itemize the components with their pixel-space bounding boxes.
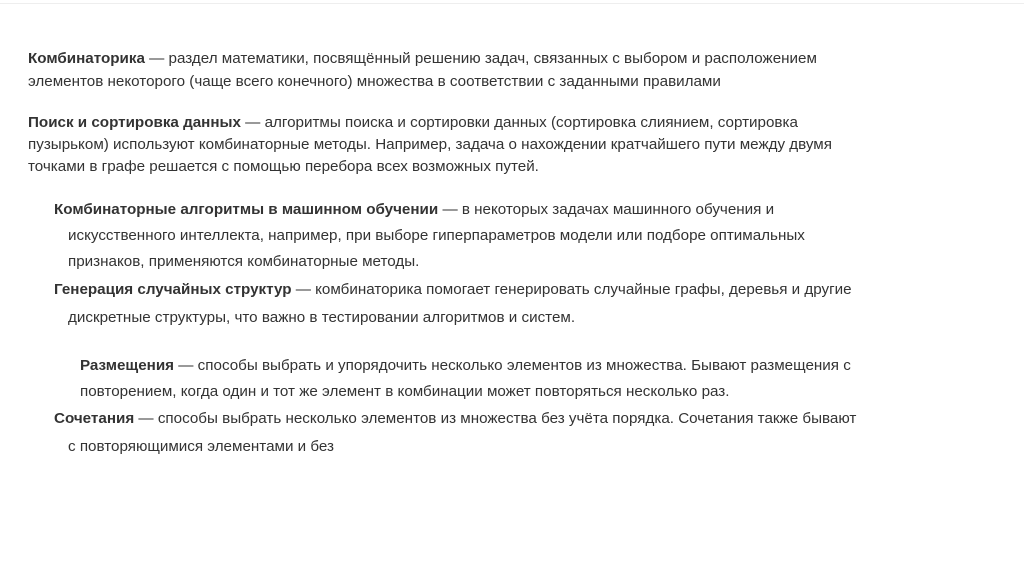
term-random-structures: Генерация случайных структур — [54, 281, 292, 298]
paragraph-line — [28, 112, 832, 134]
term-combinations: Сочетания — [54, 410, 135, 427]
paragraph-line: элементов некоторого (чаще всего конечного) множества в соответствии с заданными правилами — [28, 73, 721, 90]
paragraph-line: признаков, применяются комбинаторные методы. — [68, 253, 420, 270]
paragraph-ml-algorithms — [54, 197, 805, 275]
paragraph-text: — комбинаторика помогает генерировать случайные графы, деревья и другие — [291, 281, 852, 298]
term-arrangements: Размещения — [80, 357, 175, 374]
paragraph-line: повторением, когда один и тот же элемент в комбинации может повторяться несколько раз. — [80, 383, 730, 400]
paragraph-arrangements — [80, 353, 851, 405]
paragraph-search-sort — [28, 112, 832, 178]
paragraph-combinations — [54, 405, 856, 461]
paragraph-line: пузырьком) используют комбинаторные методы. Например, задача о нахождении кратчайшего пути между двумя — [28, 136, 832, 153]
paragraph-line: искусственного интеллекта, например, при выборе гиперпараметров модели или подборе оптимальных — [68, 227, 805, 244]
paragraph-line: с повторяющимися элементами и без — [68, 438, 334, 455]
paragraph-combinatorics — [28, 47, 817, 93]
term-search-sort: Поиск и сортировка данных — [28, 114, 241, 131]
paragraph-line: дискретные структуры, что важно в тестировании алгоритмов и систем. — [68, 309, 576, 326]
paragraph-line — [80, 353, 851, 379]
term-combinatorics: Комбинаторика — [28, 50, 145, 67]
paragraph-text: — алгоритмы поиска и сортировки данных (сортировка слиянием, сортировка — [240, 114, 798, 131]
paragraph-line — [54, 197, 805, 223]
paragraph-text: — раздел математики, посвящённый решению задач, связанных с выбором и расположением — [144, 50, 817, 67]
top-divider — [0, 3, 1024, 4]
paragraph-line — [54, 276, 852, 304]
paragraph-text: — в некоторых задачах машинного обучения и — [438, 201, 775, 218]
paragraph-text: — способы выбрать несколько элементов из множества без учёта порядка. Сочетания также бывают — [134, 410, 857, 427]
paragraph-line — [54, 405, 856, 433]
paragraph-line: точками в графе решается с помощью перебора всех возможных путей. — [28, 158, 539, 175]
paragraph-line — [28, 47, 817, 70]
paragraph-random-structures — [54, 276, 852, 332]
paragraph-text: — способы выбрать и упорядочить несколько элементов из множества. Бывают размещения с — [174, 357, 851, 374]
term-ml-algorithms: Комбинаторные алгоритмы в машинном обучении — [54, 201, 439, 218]
